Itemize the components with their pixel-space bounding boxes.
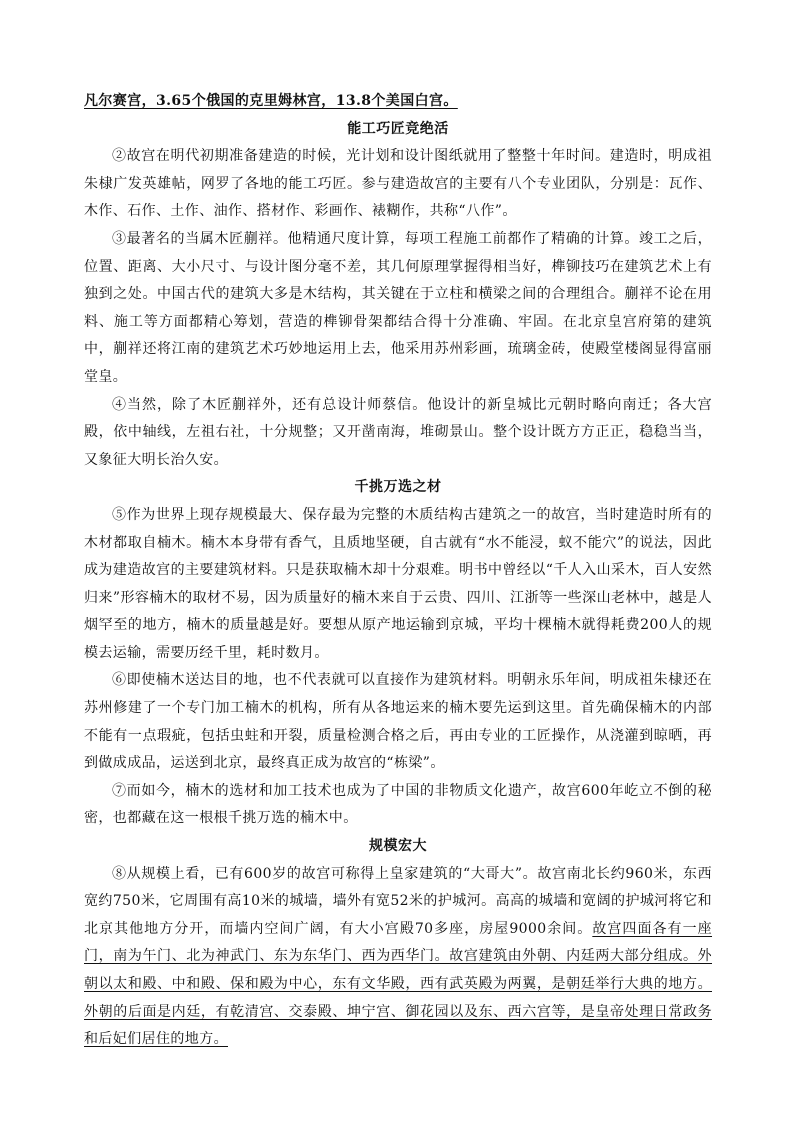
paragraph-8-underlined: 故宫四面各有一座门，南为午门、北为神武门、东为东华门、西为西华门。故宫建筑由外朝、内廷两大部分组成。外朝以太和殿、中和殿、保和殿为中心，东有文华殿，西有武英殿为两翼，是朝廷举行大典的地方。外朝的后面是内廷，有乾清宫、交泰殿、坤宁宫、御花园以及东、西六宫等，是皇帝处理日常政务和后妃们居住的地方。 — [84, 920, 713, 1048]
paragraph-8-text: ⑧从规模上看，已有600岁的故宫可称得上皇家建筑的“大哥大”。故宫南北长约960米，东西宽约750米，它周围有高10米的城墙，墙外有宽52米的护城河。高高的城墙和宽阔的护城河将它和北京其他地方分开，而墙内空间广阔，有大小宫殿70多座，房屋9000余间。 — [84, 865, 712, 937]
paragraph-5: ⑤作为世界上现存规模最大、保存最为完整的木质结构古建筑之一的故宫，当时建造时所有的木材都取自楠木。楠木本身带有香气，且质地坚硬，自古就有“水不能浸，蚁不能穴”的说法，因此成为建造故宫的主要建筑材料。只是获取楠木却十分艰难。明书中曾经以“千人入山采木，百人安然归来”形容楠木的取材不易，因为质量好的楠木来自于云贵、四川、江浙等一些深山老林中，越是人烟罕至的地方，楠木的质量越是好。要想从原产地运输到京城，平均十棵楠木就得耗费200人的规模去运输，需要历经千里，耗时数月。 — [84, 506, 712, 661]
paragraph-8 — [84, 861, 712, 1054]
intro-line: 凡尔赛宫，3.65个俄国的克里姆林宫，13.8个美国白宫。 — [84, 93, 458, 109]
paragraph-7: ⑦而如今，楠木的选材和加工技术也成为了中国的非物质文化遗产，故宫600年屹立不倒的秘密，也都藏在这一根根千挑万选的楠木中。 — [84, 782, 712, 827]
paragraph-2: ②故宫在明代初期准备建造的时候，光计划和设计图纸就用了整整十年时间。建造时，明成祖朱棣广发英雄帖，网罗了各地的能工巧匠。参与建造故宫的主要有八个专业团队，分别是：瓦作、木作、石作、土作、油作、搭材作、彩画作、裱糊作，共称“八作”。 — [84, 148, 712, 220]
paragraph-4: ④当然，除了木匠蒯祥外，还有总设计师蔡信。他设计的新皇城比元朝时略向南迁；各大宫殿，依中轴线，左祖右社，十分规整；又开凿南海，堆砌景山。整个设计既方方正正，稳稳当当，又象征大明长治久安。 — [84, 396, 712, 468]
section-heading-materials: 千挑万选之材 — [354, 479, 442, 496]
section-heading-craftsmen: 能工巧匠竞绝活 — [347, 120, 449, 137]
section-heading-scale: 规模宏大 — [369, 838, 427, 855]
paragraph-6: ⑥即使楠木送达目的地，也不代表就可以直接作为建筑材料。明朝永乐年间，明成祖朱棣还在苏州修建了一个专门加工楠木的机构，所有从各地运来的楠木要先运到这里。首先确保楠木的内部不能有一点瑕疵，包括虫蛀和开裂，质量检测合格之后，再由专业的工匠操作，从浇灌到晾晒，再到做成成品，运送到北京，最终真正成为故宫的“栋梁”。 — [84, 672, 712, 772]
paragraph-3: ③最著名的当属木匠蒯祥。他精通尺度计算，每项工程施工前都作了精确的计算。竣工之后，位置、距离、大小尺寸、与设计图分毫不差，其几何原理掌握得相当好，榫铆技巧在建筑艺术上有独到之处。中国古代的建筑大多是木结构，其关键在于立柱和横梁之间的合理组合。蒯祥不论在用料、施工等方面都精心筹划，营造的榫铆骨架都结合得十分准确、牢固。在北京皇宫府第的建筑中，蒯祥还将江南的建筑艺术巧妙地运用上去，他采用苏州彩画，琉璃金砖，使殿堂楼阁显得富丽堂皇。 — [84, 230, 712, 385]
article-body — [84, 88, 712, 1054]
